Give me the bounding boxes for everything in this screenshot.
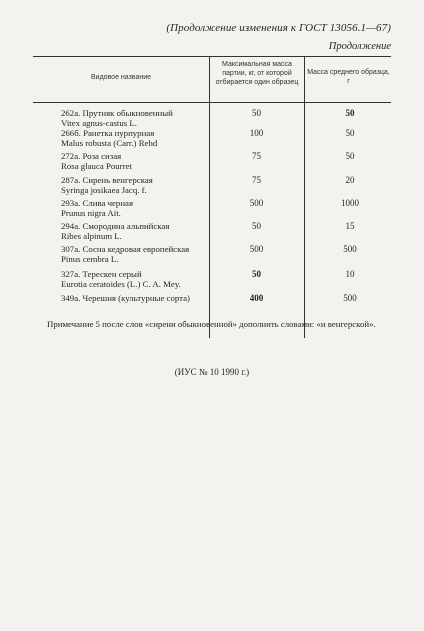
species-name-latin: Prunus nigra Ait.: [61, 208, 121, 218]
species-name-ru: 327а. Терескен серый: [61, 269, 142, 279]
avg-mass-value: 50: [345, 128, 355, 138]
species-name-ru: 294а. Смородина альпийская: [61, 221, 170, 231]
species-name-latin: Malus robusta (Carr.) Rehd: [61, 138, 158, 148]
species-name: [61, 151, 132, 171]
species-name-latin: Pinus cembra L.: [61, 254, 119, 264]
species-name-ru: 262а. Прутняк обыкновенный: [61, 108, 173, 118]
avg-mass-value: 1000: [341, 198, 359, 208]
species-name: [61, 128, 157, 148]
species-name: [61, 175, 153, 195]
species-name-latin: Vitex agnus-castus L.: [61, 118, 137, 128]
avg-mass-value: 50: [345, 108, 355, 118]
max-mass-value: 50: [252, 221, 261, 231]
species-name-ru: 349а. Черешня (культурные сорта): [61, 293, 190, 303]
max-mass-value: 50: [252, 269, 261, 279]
species-name: [61, 293, 190, 303]
species-name-ru: 307а. Сосна кедровая европейская: [61, 244, 190, 254]
species-name: [61, 269, 181, 289]
ius-reference: (ИУС № 10 1990 г.): [174, 367, 250, 377]
avg-mass-value: 15: [345, 221, 355, 231]
max-mass-value: 100: [249, 128, 264, 138]
header-continuation: Продолжение: [328, 41, 391, 52]
species-name: [61, 198, 133, 218]
column-header-avg-mass: Масса среднего образца, г: [307, 69, 390, 85]
species-name: [61, 244, 189, 264]
max-mass-value: 75: [252, 151, 261, 161]
species-name: [61, 108, 173, 128]
species-name-latin: Syringa josikaea Jacq. f.: [61, 185, 147, 195]
species-name-ru: 266б. Ранетка пурпурная: [61, 128, 155, 138]
species-name-ru: 293а. Слива черная: [61, 198, 133, 208]
note-paragraph: Примечание 5 после слов «сирени обыкновенной» дополнить словами: «и венгерской».: [47, 319, 376, 329]
species-name: [61, 221, 169, 241]
avg-mass-value: 500: [343, 244, 357, 254]
header-continuation-change: (Продолжение изменения к ГОСТ 13056.1—67): [166, 22, 391, 34]
avg-mass-value: 10: [345, 269, 355, 279]
species-name-latin: Eurotia ceratoides (L.) C. A. Mey.: [61, 279, 181, 289]
species-name-ru: 272а. Роза сизая: [61, 151, 122, 161]
avg-mass-value: 20: [345, 175, 355, 185]
column-header-max-mass: Максимальная масса партии, кг, от которой отбирается один образец: [215, 61, 299, 86]
avg-mass-value: 500: [343, 293, 357, 303]
avg-mass-value: 50: [345, 151, 355, 161]
max-mass-value: 500: [249, 244, 264, 254]
column-header-species: Видовое название: [90, 74, 152, 81]
max-mass-value: 50: [252, 108, 261, 118]
species-name-ru: 287а. Сирень венгерская: [61, 175, 153, 185]
table-top-rule: [33, 56, 391, 57]
species-name-latin: Ribes alpinum L.: [61, 231, 122, 241]
max-mass-value: 400: [249, 293, 264, 303]
species-name-latin: Rosa glauca Pourret: [61, 161, 132, 171]
table-header-rule: [33, 102, 391, 103]
max-mass-value: 75: [252, 175, 261, 185]
max-mass-value: 500: [249, 198, 264, 208]
